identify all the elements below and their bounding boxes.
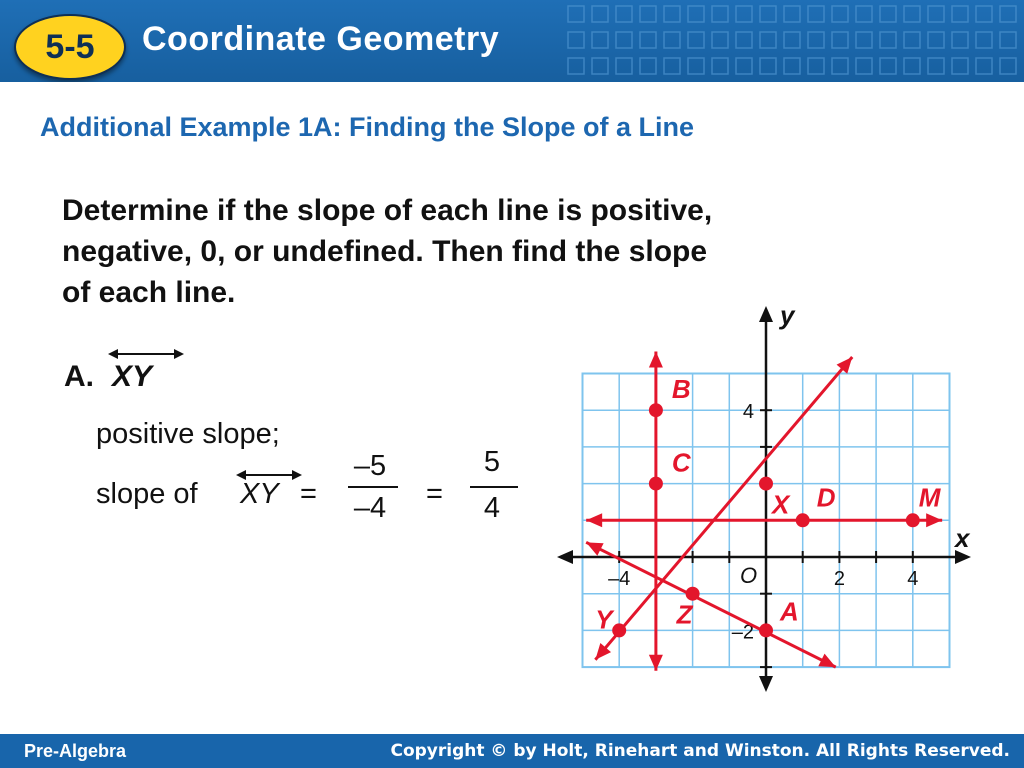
line-bc-arrowhead: [649, 351, 663, 367]
point-label-b: B: [671, 374, 691, 405]
point-a: [759, 623, 773, 637]
y-axis-arrow-bottom: [759, 676, 773, 692]
slide-footer: [0, 734, 1024, 768]
fraction2-denominator: 4: [483, 492, 501, 524]
course-name: Pre-Algebra: [24, 741, 127, 761]
x-axis-arrow-left: [557, 550, 573, 564]
point-label-d: D: [816, 482, 836, 513]
fraction1-bar: [348, 486, 398, 488]
equals-sign-2: =: [426, 478, 443, 510]
x-tick-label: 2: [833, 568, 845, 590]
point-m: [906, 513, 920, 527]
point-label-m: M: [918, 482, 941, 513]
instructions-text: Determine if the slope of each line is positive, negative, 0, or undefined. Then find the slope of each line.: [62, 194, 713, 309]
example-title: Additional Example 1A: Finding the Slope of a Line: [40, 112, 695, 142]
lesson-title: Coordinate Geometry: [142, 20, 500, 58]
equals-sign-1: =: [300, 478, 317, 510]
point-z: [686, 587, 700, 601]
point-label-x: X: [772, 489, 790, 520]
y-tick-label: –2: [731, 621, 754, 644]
fraction2-numerator: 5: [483, 446, 501, 478]
fraction1-denominator: –4: [353, 492, 387, 524]
line-name: XY: [112, 360, 153, 393]
origin-label: O: [740, 563, 758, 588]
copyright-text: Copyright © by Holt, Rinehart and Winston. All Rights Reserved.: [390, 741, 1010, 761]
part-label: A.: [64, 360, 94, 393]
point-x: [759, 477, 773, 491]
x-tick-label: –4: [608, 568, 631, 590]
slope-line-name: XY: [240, 478, 279, 510]
y-axis-label: y: [780, 300, 795, 330]
point-d: [796, 513, 810, 527]
fraction2-bar: [470, 486, 518, 488]
fraction1-numerator: –5: [353, 450, 387, 482]
x-axis-label: x: [955, 523, 970, 553]
coordinate-graph: [555, 300, 975, 695]
slide-header: [0, 0, 1024, 82]
y-axis-arrow-top: [759, 306, 773, 322]
point-b: [649, 403, 663, 417]
point-c: [649, 477, 663, 491]
point-label-a: A: [780, 596, 799, 627]
point-label-z: Z: [676, 599, 693, 630]
x-tick-label: 4: [907, 568, 919, 590]
lesson-number-badge: [14, 14, 126, 80]
point-label-y: Y: [595, 604, 613, 635]
point-y: [612, 623, 626, 637]
point-label-c: C: [671, 447, 691, 478]
slope-description: positive slope;: [96, 418, 280, 450]
slope-prefix: slope of: [96, 478, 198, 510]
y-tick-label: 4: [742, 401, 754, 424]
header-grid-pattern: [560, 0, 1024, 82]
lesson-number: 5-5: [45, 28, 95, 66]
